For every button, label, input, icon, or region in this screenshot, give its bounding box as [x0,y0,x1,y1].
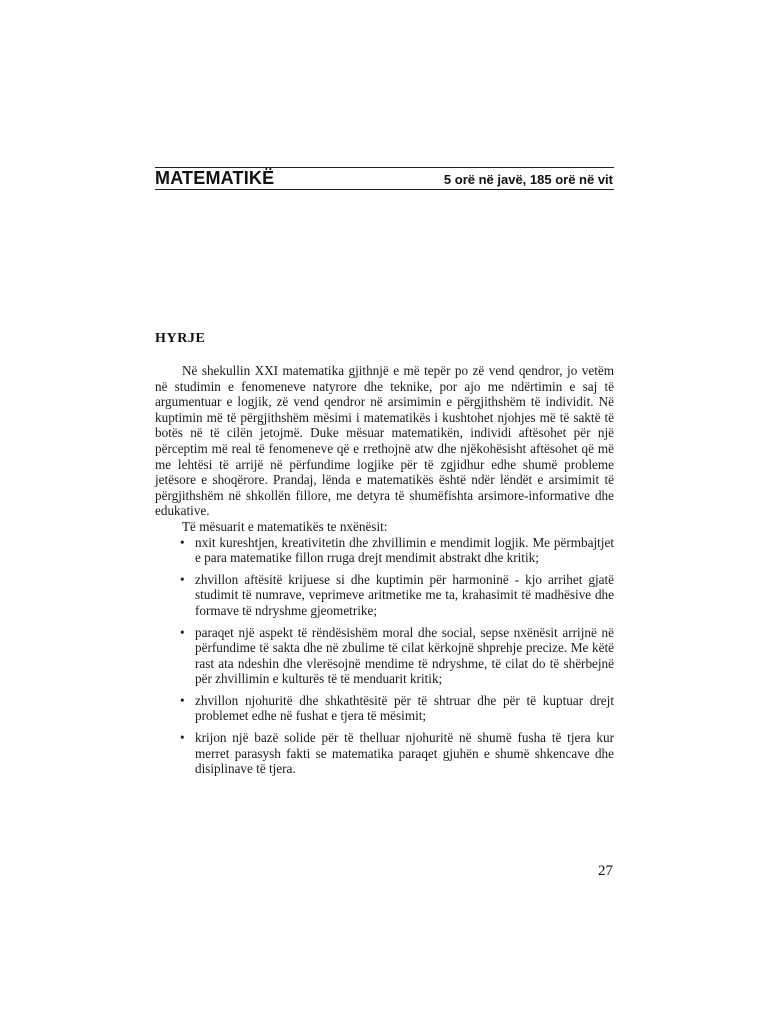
intro-paragraph: Në shekullin XXI matematika gjithnjë e më tepër po zë vend qendror, jo vetëm në studimin e fenomeneve natyrore dhe teknike, por ajo me ndërtimin e saj të argumentuar e logjik, zë vend qendror në arsimimin e përgjithshëm të individit. Në kuptimin më të përgjithshëm mësimi i matematikës i kushtohet njohjes më të saktë të botës në të cilën jetojmë. Duke mësuar matematikën, individi aftësohet për një përceptim më real të fenomeneve që e rrethojnë atw dhe njëkohësisht aftësohet që më me lehtësi të arrijë në përfundime logjike për të zgjidhur edhe shumë probleme jetësore e shoqërore. Prandaj, lënda e matematikës është ndër lëndët e arsimimit të përgjithshëm në shkollën fillore, me detyra të shumëfishta arsimore-informative dhe edukative. [155,363,614,519]
subject-title: MATEMATIKË [155,168,275,188]
body-text [155,363,614,783]
section-heading: HYRJE [155,331,206,346]
list-item: • zhvillon njohuritë dhe shkathtësitë për të shtruar dhe për të kuptuar drejt problemet edhe në fushat e tjera të mësimit; [155,693,614,724]
header-bottom-rule [155,189,614,190]
lead-in-line: Të mësuarit e matematikës te nxënësit: [182,518,388,534]
list-item: • paraqet një aspekt të rëndësishëm moral dhe social, sepse nxënësit arrijnë në përfundime të sakta dhe në zbulime të cilat kërkojnë shprehje precize. Me këtë rast ata ndeshin dhe vlerësojnë mendime të ndryshme, të cilat do të shërbejnë për zhvillimin e kulturës të të menduarit kritik; [155,625,614,687]
weekly-hours: 5 orë në javë, 185 orë në vit [443,172,613,187]
list-item: • zhvillon aftësitë krijuese si dhe kuptimin për harmoninë - kjo arrihet gjatë studimit të numrave, veprimeve aritmetike me ta, krahasimit të madhësive dhe formave të ndryshme gjeometrike; [155,572,614,619]
list-item: • nxit kureshtjen, kreativitetin dhe zhvillimin e mendimit logjik. Me përmbajtjet e para matematike fillon rruga drejt mendimit abstrakt dhe kritik; [155,535,614,566]
list-item: • krijon një bazë solide për të thelluar njohuritë në shumë fusha të tjera kur merret parasysh fakti se matematika paraqet gjuhën e shumë shkencave dhe disiplinave të tjera. [155,730,614,777]
page-number: 27 [598,863,613,879]
objectives-list [155,535,614,777]
